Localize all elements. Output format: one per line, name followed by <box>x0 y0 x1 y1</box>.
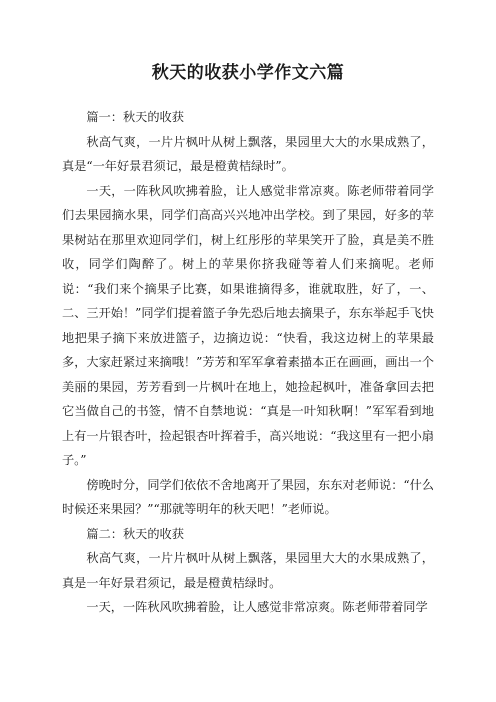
document-title: 秋天的收获小学作文六篇 <box>151 63 345 83</box>
paragraph: 秋高气爽，一片片枫叶从树上飘落，果园里大大的水果成熟了，真是一年好景君须记，最是橙黄桔绿时。 <box>62 551 434 590</box>
paragraph: 秋高气爽，一片片枫叶从树上飘落，果园里大大的水果成熟了，真是“一年好景君须记，最是橙黄桔绿时”。 <box>62 134 434 173</box>
section-heading-1: 篇一：秋天的收获 <box>86 110 184 124</box>
paragraph: 一天，一阵秋风吹拂着脸，让人感觉非常凉爽。陈老师带着同学们去果园摘水果，同学们高高兴兴地冲出学校。到了果园，好多的苹果树站在那里欢迎同学们，树上红彤彤的苹果笑开了脸，真是美不胜收，同学们陶醉了。树上的苹果你挤我碰等着人们来摘呢。老师说：“我们来个摘果子比赛，如果谁摘得多，谁就取胜，好了，一、二、三开始！”同学们提着篮子争先恐后地去摘果子，东东举起手飞快地把果子摘下来放进篮子，边摘边说：“快看，我这边树上的苹果最多，大家赶紧过来摘哦！”芳芳和军军拿着素描本正在画画，画出一个美丽的果园，芳芳看到一片枫叶在地上，她捡起枫叶，准备拿回去把它当做自己的书签，情不自禁地说：“真是一叶知秋啊！”军军看到地上有一片银杏叶，捡起银杏叶挥着手，高兴地说：“我这里有一把小扇子。” <box>62 183 434 467</box>
section-heading-2: 篇二：秋天的收获 <box>86 526 184 541</box>
paragraph: 傍晚时分，同学们依依不舍地离开了果园，东东对老师说：“什么时候还来果园？”“那就等明年的秋天吧！”老师说。 <box>62 477 434 516</box>
paragraph: 一天，一阵秋风吹拂着脸，让人感觉非常凉爽。陈老师带着同学 <box>86 600 428 614</box>
